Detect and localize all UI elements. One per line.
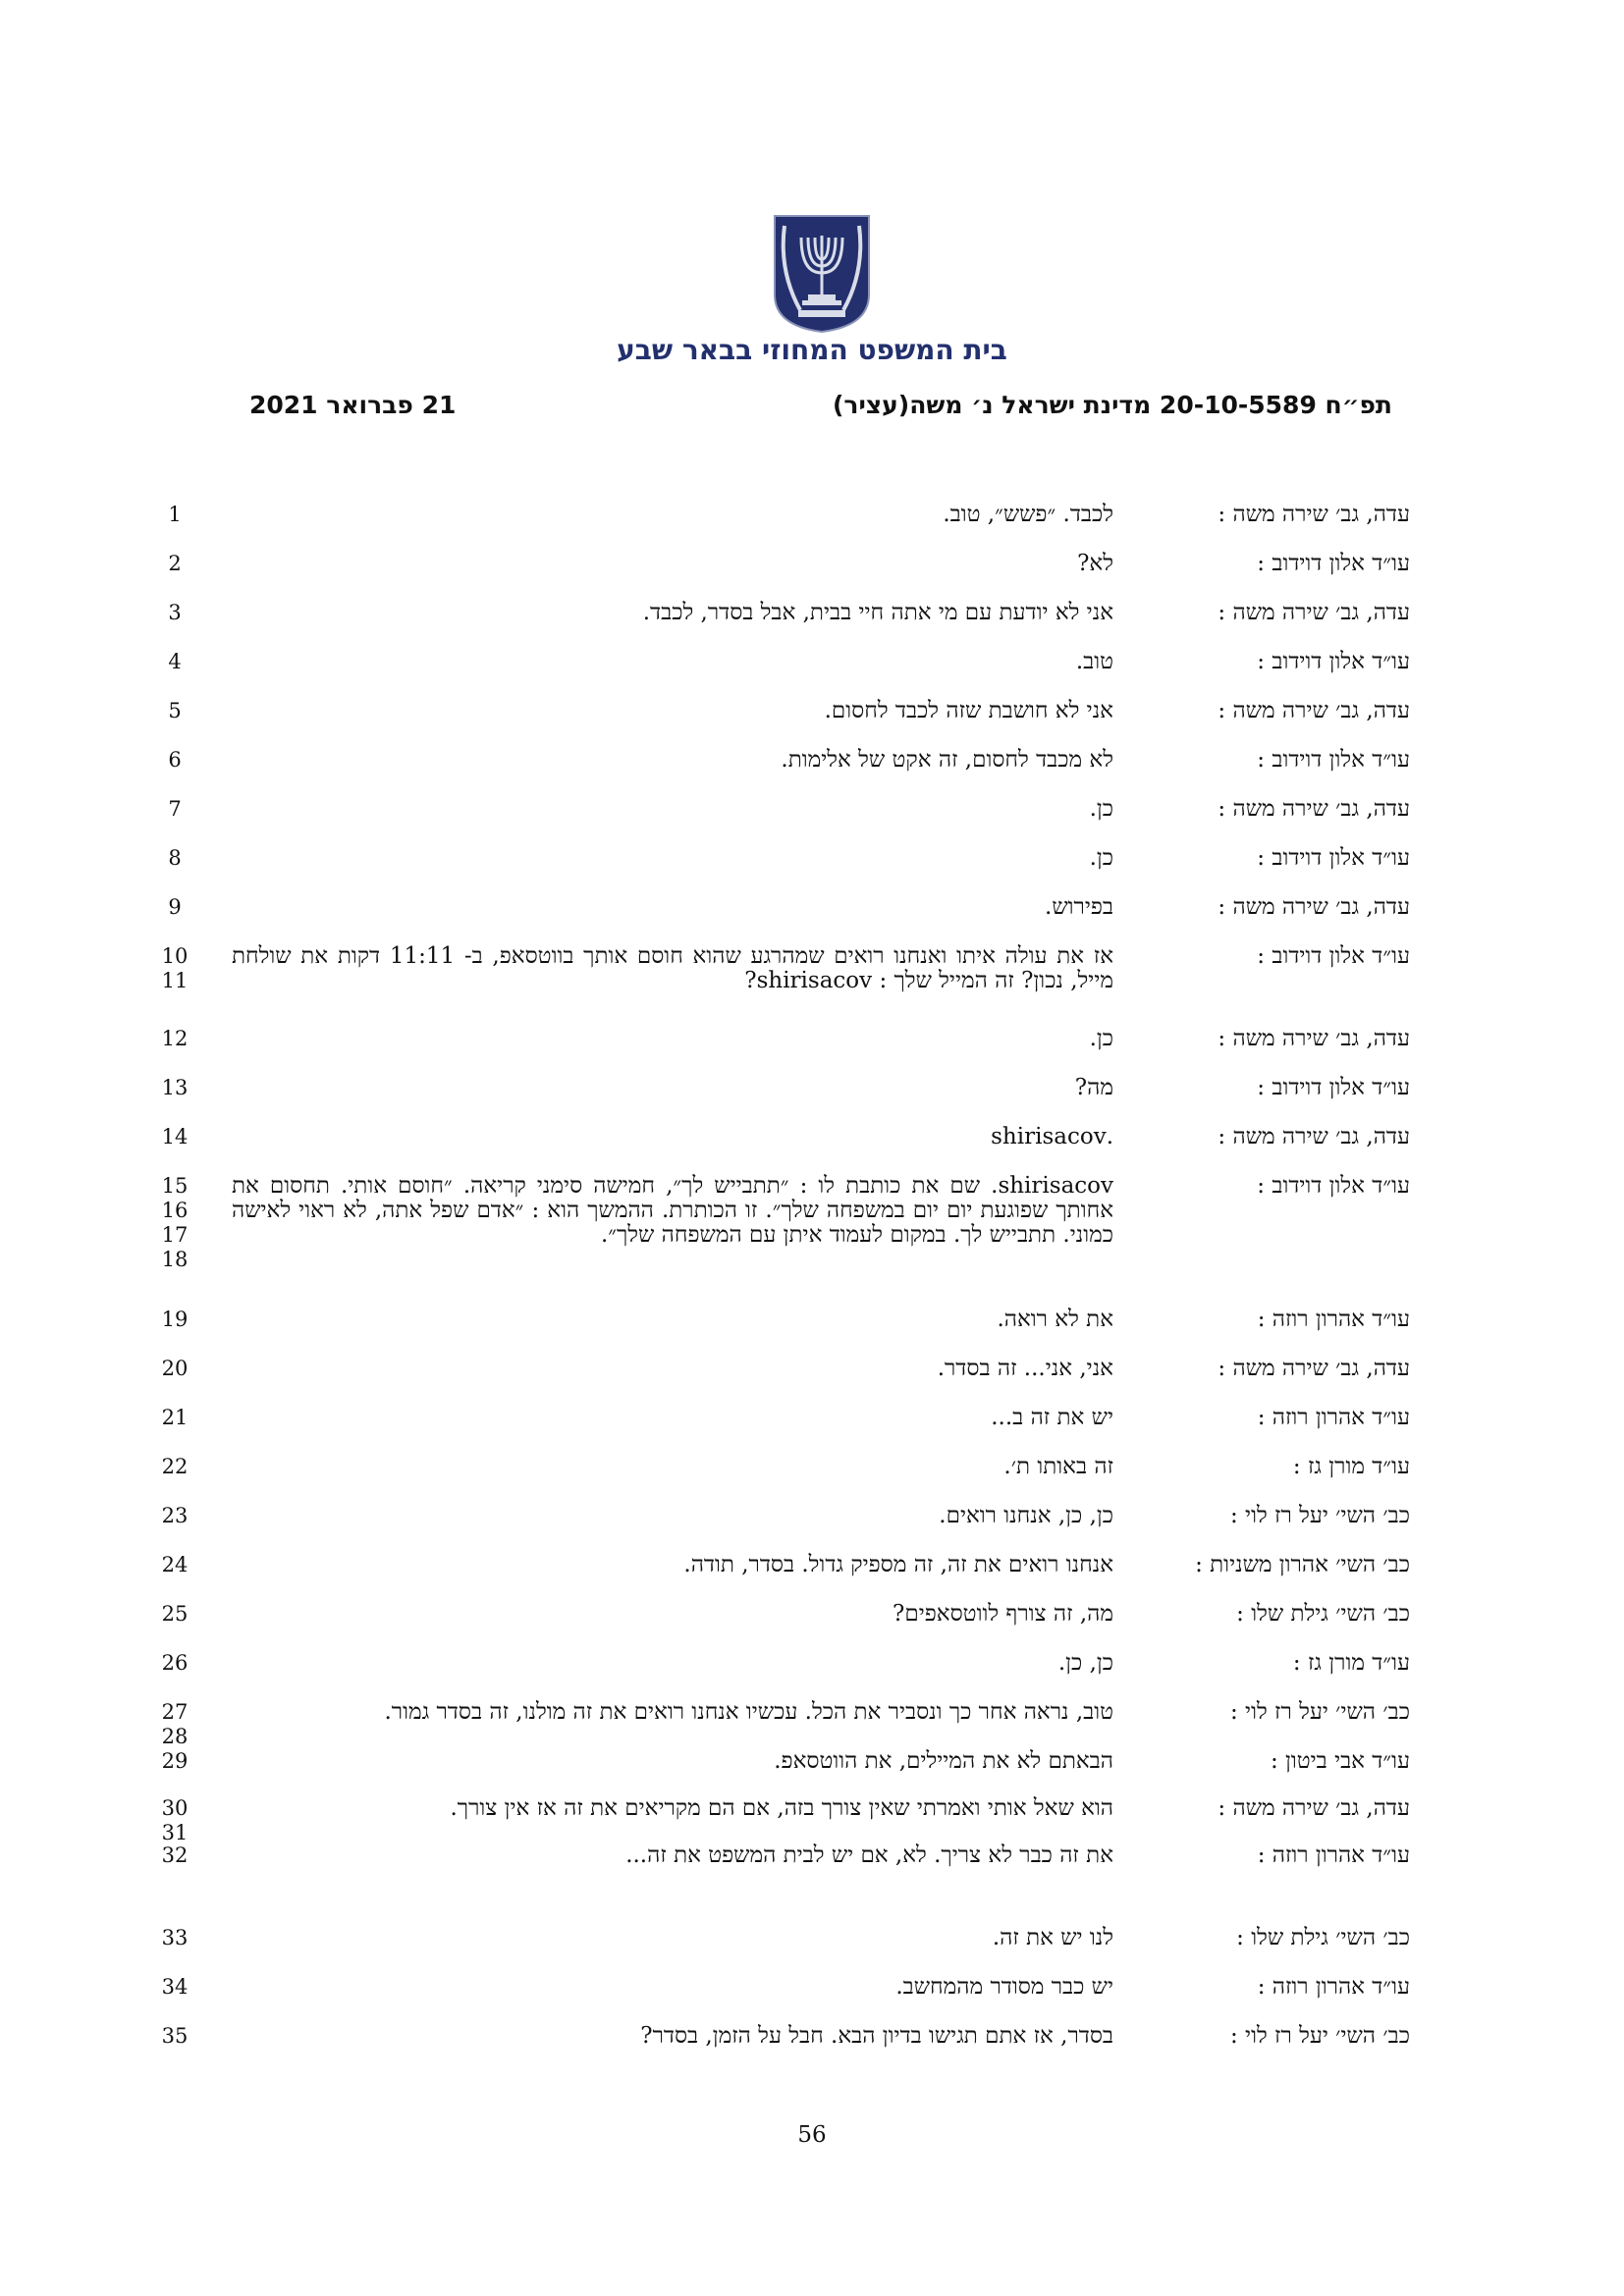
speech-text: כן, כן, אנחנו רואים. [939, 1503, 1113, 1528]
speaker-name: כב׳ השי׳ גילת שלו : [1236, 1601, 1410, 1627]
speaker-name: עדה, גב׳ שירה משה : [1218, 1356, 1410, 1381]
line-number: 19 [161, 1308, 189, 1331]
line-numbers [145, 601, 204, 625]
speech-text: בפירוש. [1045, 894, 1113, 920]
line-numbers [145, 1076, 204, 1100]
speech-text: אנחנו רואים את זה, זה מספיק גדול. בסדר, תודה. [683, 1552, 1113, 1577]
speaker-name: עדה, גב׳ שירה משה : [1218, 502, 1410, 527]
speech-text: יש כבר מסודר מהמחשב. [895, 1974, 1113, 2000]
line-number: 10 [161, 944, 189, 968]
speaker-name: עו״ד אהרון רוזה : [1257, 1405, 1410, 1430]
line-numbers [145, 1308, 204, 1332]
line-numbers [145, 650, 204, 674]
speech-text: אני לא יודעת עם מי אתה חיי בבית, אבל בסדר, לכבד. [642, 600, 1113, 625]
line-numbers [145, 1975, 204, 2000]
speaker-name: עו״ד אלון דוידוב : [1257, 845, 1410, 871]
speech-text: טוב. [1075, 649, 1113, 674]
speech-text: אני לא חושבת שזה לכבד לחסום. [824, 698, 1113, 723]
speech-text: אני, אני... זה בסדר. [937, 1356, 1113, 1381]
line-number: 21 [161, 1406, 189, 1429]
line-numbers [145, 1027, 204, 1051]
speech-text: לא? [1077, 551, 1113, 576]
line-number: 3 [168, 601, 182, 624]
line-number: 24 [161, 1553, 189, 1576]
line-number: 25 [161, 1602, 189, 1626]
line-numbers [145, 1700, 204, 1749]
line-number: 30 [161, 1796, 189, 1820]
line-numbers [145, 2024, 204, 2049]
line-numbers [145, 1843, 204, 1868]
line-number: 2 [168, 552, 182, 575]
speech-text: כן. [1089, 796, 1113, 822]
line-numbers [145, 1651, 204, 1676]
line-number: 14 [161, 1125, 189, 1148]
line-number: 12 [161, 1027, 189, 1050]
speaker-name: עו״ד מורן גז : [1292, 1650, 1410, 1676]
line-number: 34 [161, 1975, 189, 1999]
line-number: 26 [161, 1651, 189, 1675]
line-number: 4 [168, 650, 182, 673]
speaker-name: עו״ד אבי ביטון : [1270, 1748, 1410, 1774]
speaker-name: עו״ד אהרון רוזה : [1257, 1842, 1410, 1868]
transcript-entry [0, 1843, 1624, 1902]
line-number: 33 [161, 1926, 189, 1949]
speaker-name: עו״ד אלון דוידוב : [1257, 1173, 1410, 1199]
line-number: 16 [161, 1199, 189, 1222]
line-number: 27 [161, 1700, 189, 1724]
speech-text: הבאתם לא את המיילים, את הווטסאפ. [774, 1748, 1113, 1774]
speaker-name: עו״ד אהרון רוזה : [1257, 1307, 1410, 1332]
speech-text: יש את זה ב... [991, 1405, 1113, 1430]
line-number: 6 [168, 748, 182, 772]
line-number: 17 [161, 1223, 189, 1247]
speech-text: כן. [1089, 845, 1113, 871]
speech-text: כן. [1089, 1026, 1113, 1051]
speech-text: לנו יש את זה. [992, 1925, 1113, 1950]
speech-text: לכבד. ״פשש״, טוב. [943, 502, 1113, 527]
line-number: 7 [168, 797, 182, 821]
speaker-name: כב׳ השי׳ יעל רז לוי : [1230, 2023, 1410, 2049]
speech-text: shirisacov. שם את כותבת לו : ״תתבייש לך״, חמישה סימני קריאה. ״חוסם אותי. תחסום את אחותך שפוגעת יום יום במשפחה שלך״. זו הכותרת. ההמשך הוא : ״אדם שפל אתה, לא ראוי לאישה כמוני. תתבייש לך. במקום לעמוד איתן עם המשפחה שלך״. [232, 1173, 1113, 1248]
speaker-name: כב׳ השי׳ יעל רז לוי : [1230, 1503, 1410, 1528]
line-number: 32 [161, 1843, 189, 1867]
transcript-entry [0, 944, 1624, 1003]
line-number: 8 [168, 846, 182, 870]
transcript-entry [0, 1173, 1624, 1271]
line-numbers [145, 1455, 204, 1479]
case-title: תפ״ח 20-10-5589 מדינת ישראל נ׳ משה(עציר) [832, 391, 1392, 419]
line-numbers [145, 699, 204, 723]
line-number: 23 [161, 1504, 189, 1527]
line-numbers [145, 1504, 204, 1528]
line-numbers [145, 748, 204, 773]
line-numbers [145, 1357, 204, 1381]
line-numbers [145, 895, 204, 920]
court-name: בית המשפט המחוזי בבאר שבע [617, 334, 1007, 366]
line-number: 5 [168, 699, 182, 722]
speech-text: לא מכבד לחסום, זה אקט של אלימות. [781, 747, 1113, 773]
speaker-name: עו״ד אלון דוידוב : [1257, 551, 1410, 576]
speaker-name: עו״ד אלון דוידוב : [1257, 943, 1410, 969]
speech-text: את זה כבר לא צריך. לא, אם יש לבית המשפט את זה... [625, 1842, 1113, 1868]
speaker-name: כב׳ השי׳ אהרון משניות : [1195, 1552, 1410, 1577]
speech-text: אז את עולה איתו ואנחנו רואים שמהרגע שהוא חוסם אותך בווטסאפ, ב- 11:11 דקות את שולחת מייל, נכון? זה המייל שלך : shirisacov? [232, 943, 1113, 993]
line-number: 18 [161, 1248, 189, 1271]
line-numbers [145, 1406, 204, 1430]
line-number: 15 [161, 1174, 189, 1198]
speaker-name: עדה, גב׳ שירה משה : [1218, 796, 1410, 822]
line-numbers [145, 1602, 204, 1627]
line-numbers [145, 552, 204, 576]
line-numbers [145, 1174, 204, 1272]
line-numbers [145, 1796, 204, 1845]
speaker-name: עדה, גב׳ שירה משה : [1218, 1026, 1410, 1051]
line-number: 20 [161, 1357, 189, 1380]
line-number: 35 [161, 2024, 189, 2048]
speech-text: זה באותו ת׳. [1003, 1454, 1113, 1479]
line-number: 9 [168, 895, 182, 919]
speaker-name: עדה, גב׳ שירה משה : [1218, 1124, 1410, 1149]
line-number: 29 [161, 1749, 189, 1773]
line-number: 31 [161, 1821, 189, 1844]
line-number: 13 [161, 1076, 189, 1099]
line-numbers [145, 846, 204, 871]
speaker-name: עדה, גב׳ שירה משה : [1218, 894, 1410, 920]
line-numbers [145, 797, 204, 822]
speaker-name: עו״ד אלון דוידוב : [1257, 1075, 1410, 1100]
hearing-date: 21 פברואר 2021 [249, 391, 457, 419]
speech-text: את לא רואה. [997, 1307, 1113, 1332]
line-numbers [145, 1749, 204, 1774]
speaker-name: עדה, גב׳ שירה משה : [1218, 698, 1410, 723]
line-numbers [145, 944, 204, 993]
speech-text: הוא שאל אותי ואמרתי שאין צורך בזה, אם הם מקריאים את זה אז אין צורך. [450, 1795, 1113, 1821]
speech-text: כן, כן. [1057, 1650, 1113, 1676]
speech-text: מה? [1074, 1075, 1113, 1100]
speech-text: טוב, נראה אחר כך ונסביר את הכל. עכשיו אנחנו רואים את זה מולנו, זה בסדר גמור. [384, 1699, 1113, 1725]
speaker-name: עדה, גב׳ שירה משה : [1218, 1795, 1410, 1821]
speaker-name: כב׳ השי׳ גילת שלו : [1236, 1925, 1410, 1950]
line-numbers [145, 503, 204, 527]
speaker-name: עדה, גב׳ שירה משה : [1218, 600, 1410, 625]
speaker-name: עו״ד אהרון רוזה : [1257, 1974, 1410, 2000]
speaker-name: עו״ד אלון דוידוב : [1257, 747, 1410, 773]
transcript-entry [0, 2024, 1624, 2083]
speech-text: מה, זה צורף לווטסאפים? [893, 1601, 1113, 1627]
speech-text: בסדר, אז אתם תגישו בדיון הבא. חבל על הזמן, בסדר? [640, 2023, 1113, 2049]
speaker-name: כב׳ השי׳ יעל רז לוי : [1230, 1699, 1410, 1725]
line-number: 28 [161, 1725, 189, 1748]
speaker-name: עו״ד מורן גז : [1292, 1454, 1410, 1479]
speaker-name: עו״ד אלון דוידוב : [1257, 649, 1410, 674]
page-number: 56 [797, 2122, 827, 2148]
line-numbers [145, 1926, 204, 1950]
line-number: 11 [161, 969, 189, 992]
speech-text: .shirisacov [991, 1124, 1113, 1149]
line-number: 22 [161, 1455, 189, 1478]
line-numbers [145, 1553, 204, 1577]
line-number: 1 [168, 503, 182, 526]
line-numbers [145, 1125, 204, 1149]
